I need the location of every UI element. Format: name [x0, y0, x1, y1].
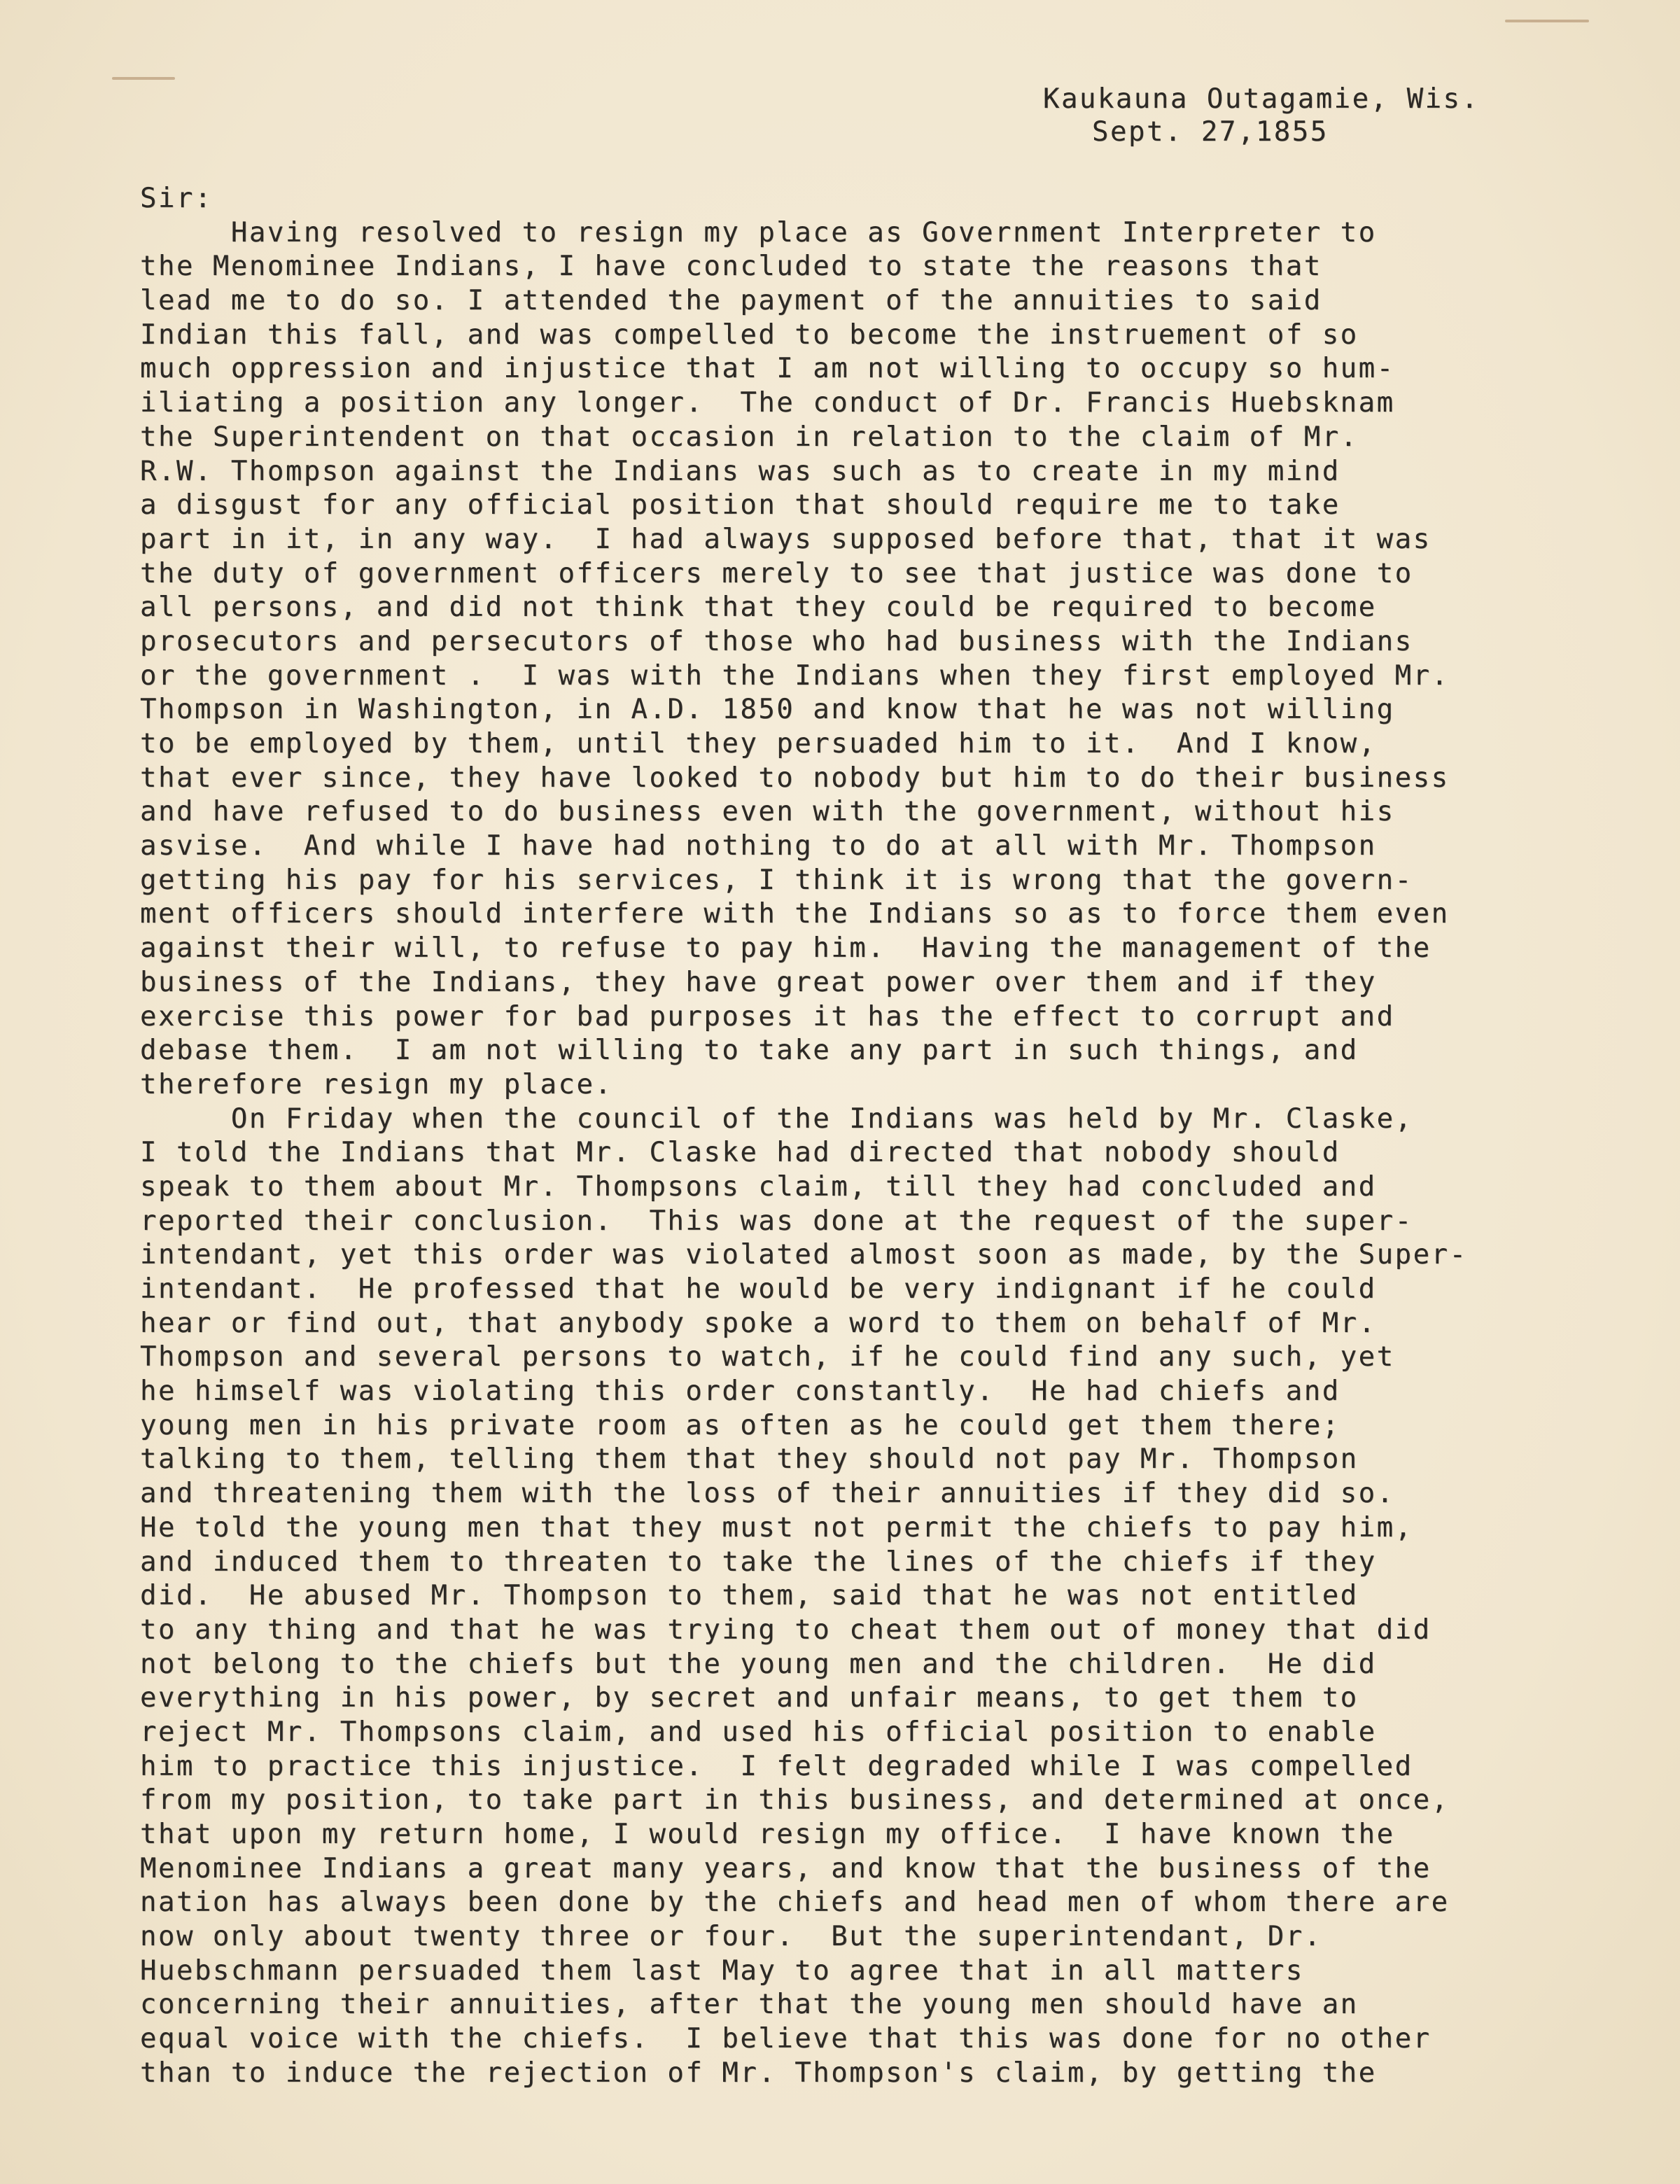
letter-line: R.W. Thompson against the Indians was such as to create in my mind [140, 455, 1340, 487]
letter-place: Kaukauna Outagamie, Wis. [1043, 83, 1480, 115]
letter-line: prosecutors and persecutors of those who had business with the Indians [140, 625, 1413, 657]
letter-line: much oppression and injustice that I am not willing to occupy so hum- [140, 353, 1395, 385]
letter-line: did. He abused Mr. Thompson to them, said that he was not entitled [140, 1580, 1359, 1612]
letter-line: young men in his private room as often as he could get them there; [140, 1409, 1340, 1441]
letter-line: Thompson and several persons to watch, if he could find any such, yet [140, 1341, 1395, 1373]
letter-line: business of the Indians, they have great power over them and if they [140, 966, 1377, 998]
letter-line: exercise this power for bad purposes it has the effect to corrupt and [140, 1000, 1395, 1032]
letter-line: to be employed by them, until they persuaded him to it. And I know, [140, 728, 1377, 760]
letter-line: asvise. And while I have had nothing to do at all with Mr. Thompson [140, 830, 1377, 862]
salutation: Sir: [140, 183, 213, 214]
letter-line: the Menominee Indians, I have concluded to state the reasons that [140, 251, 1322, 283]
letter-line: that ever since, they have looked to nobody but him to do their business [140, 762, 1450, 794]
letter-line: reject Mr. Thompsons claim, and used his official position to enable [140, 1716, 1377, 1748]
letter-line: concerning their annuities, after that the young men should have an [140, 1989, 1359, 2021]
letter-line: or the government . I was with the Indians when they first employed Mr. [140, 659, 1450, 692]
letter-line: nation has always been done by the chiefs and head men of whom there are [140, 1886, 1450, 1919]
letter-line: intendant. He professed that he would be very indignant if he could [140, 1273, 1377, 1305]
letter-date: Sept. 27,1855 [1092, 116, 1329, 148]
letter-line: therefore resign my place. [140, 1068, 613, 1100]
letter-line: Menominee Indians a great many years, and know that the business of the [140, 1852, 1432, 1884]
letter-line: I told the Indians that Mr. Claske had directed that nobody should [140, 1137, 1340, 1169]
letter-line: Huebschmann persuaded them last May to agree that in all matters [140, 1954, 1304, 1987]
letter-line: everything in his power, by secret and unfair means, to get them to [140, 1682, 1359, 1714]
letter-line: from my position, to take part in this business, and determined at once, [140, 1784, 1450, 1816]
letter-line: part in it, in any way. I had always supposed before that, that it was [140, 523, 1432, 555]
letter-line: hear or find out, that anybody spoke a word to them on behalf of Mr. [140, 1307, 1377, 1339]
letter-line: a disgust for any official position that should require me to take [140, 489, 1340, 522]
letter-line: and threatening them with the loss of their annuities if they did so. [140, 1478, 1395, 1510]
letter-line: talking to them, telling them that they should not pay Mr. Thompson [140, 1443, 1359, 1476]
letter-body [140, 182, 1624, 2091]
letter-line: lead me to do so. I attended the payment of the annuities to said [140, 285, 1322, 317]
letter-line: than to induce the rejection of Mr. Thompson's claim, by getting the [140, 2057, 1377, 2089]
letter-line: him to practice this injustice. I felt degraded while I was compelled [140, 1750, 1413, 1782]
letter-line: Having resolved to resign my place as Government Interpreter to [140, 216, 1377, 248]
staple-mark [1505, 20, 1589, 22]
letter-line: equal voice with the chiefs. I believe that this was done for no other [140, 2023, 1432, 2055]
letter-line: speak to them about Mr. Thompsons claim, till they had concluded and [140, 1170, 1377, 1203]
letter-line: to any thing and that he was trying to cheat them out of money that did [140, 1614, 1432, 1646]
letter-line: iliating a position any longer. The conduct of Dr. Francis Huebsknam [140, 387, 1395, 419]
letter-line: the Superintendent on that occasion in relation to the claim of Mr. [140, 421, 1359, 453]
letter-line: ment officers should interfere with the Indians so as to force them even [140, 898, 1450, 930]
letter-line: against their will, to refuse to pay him. Having the management of the [140, 932, 1432, 965]
letter-header [1043, 83, 1603, 148]
letter-line: debase them. I am not willing to take any part in such things, and [140, 1035, 1359, 1067]
letter-line: not belong to the chiefs but the young men and the children. He did [140, 1648, 1377, 1680]
letter-line: reported their conclusion. This was done at the request of the super- [140, 1205, 1413, 1237]
letter-line: Thompson in Washington, in A.D. 1850 and know that he was not willing [140, 694, 1395, 726]
letter-line: and induced them to threaten to take the lines of the chiefs if they [140, 1546, 1377, 1578]
letter-line: and have refused to do business even with the government, without his [140, 796, 1395, 828]
letter-line: that upon my return home, I would resign my office. I have known the [140, 1819, 1395, 1850]
letter-line: now only about twenty three or four. But the superintendant, Dr. [140, 1921, 1322, 1953]
letter-line: all persons, and did not think that they could be required to become [140, 592, 1377, 624]
letter-line: intendant, yet this order was violated almost soon as made, by the Super- [140, 1239, 1468, 1271]
letter-line: He told the young men that they must not permit the chiefs to pay him, [140, 1511, 1413, 1544]
staple-mark [112, 77, 175, 80]
letter-line: Indian this fall, and was compelled to become the instruement of so [140, 318, 1359, 351]
letter-line: On Friday when the council of the Indians was held by Mr. Claske, [140, 1102, 1413, 1135]
letter-line: getting his pay for his services, I think it is wrong that the govern- [140, 864, 1413, 896]
letter-line: he himself was violating this order constantly. He had chiefs and [140, 1376, 1340, 1408]
letter-line: the duty of government officers merely to see that justice was done to [140, 557, 1413, 589]
